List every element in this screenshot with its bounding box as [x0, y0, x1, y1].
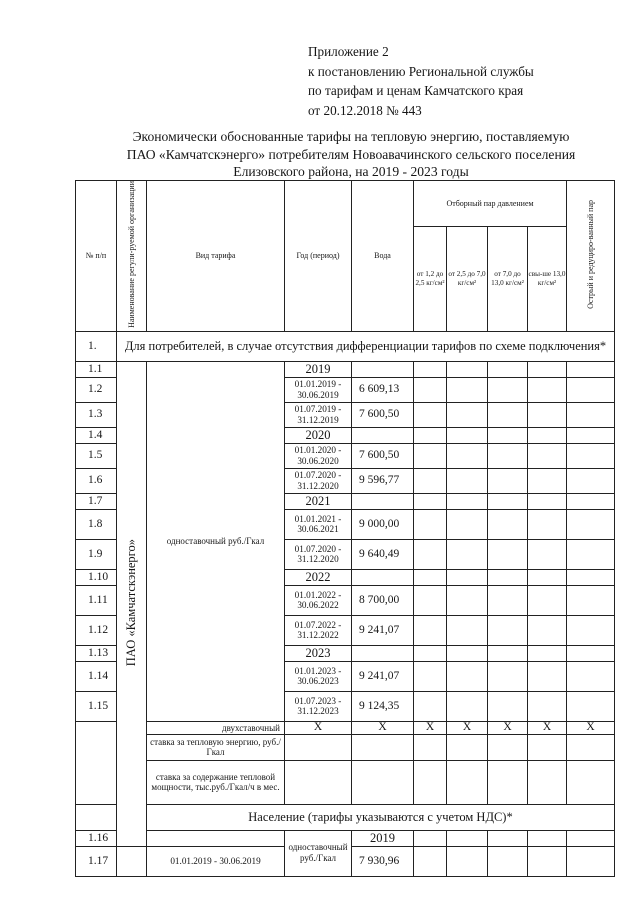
header-steam-3: от 7,0 до 13,0 кг/см² — [488, 226, 528, 331]
row-num: 1.3 — [76, 402, 117, 427]
appendix-line-2: к постановлению Региональной службы — [308, 63, 534, 79]
period-cell: 01.01.2019 - 30.06.2019 — [147, 846, 285, 876]
row-num: 1.16 — [76, 830, 117, 846]
period-cell: 01.01.2020 - 30.06.2020 — [285, 443, 352, 468]
x-mark: X — [285, 721, 352, 734]
table-row — [76, 830, 615, 846]
water-value: 8 700,00 — [352, 585, 414, 615]
title-line-3: Елизовского района, на 2019 - 2023 годы — [233, 164, 469, 179]
year-cell: 2022 — [285, 569, 352, 585]
x-mark: X — [528, 721, 567, 734]
x-mark: X — [488, 721, 528, 734]
water-value: 7 930,96 — [352, 846, 414, 876]
header-org-text: Наименование регули-руемой организации — [127, 181, 136, 328]
header-num: № п/п — [76, 181, 117, 332]
x-mark: X — [447, 721, 488, 734]
header-steam-2: от 2,5 до 7,0 кг/см² — [447, 226, 488, 331]
x-mark: X — [414, 721, 447, 734]
heat-rate-row — [76, 734, 615, 760]
water-value: 9 124,35 — [352, 691, 414, 721]
header-tariff-type: Вид тарифа — [147, 181, 285, 332]
section-2-row — [76, 804, 615, 830]
appendix-line-4: от 20.12.2018 № 443 — [308, 102, 422, 118]
two-rate-row — [76, 721, 615, 734]
row-num: 1.14 — [76, 661, 117, 691]
header-period: Год (период) — [285, 181, 352, 332]
period-cell: 01.01.2019 - 30.06.2019 — [285, 377, 352, 402]
appendix-line-3: по тарифам и ценам Камчатского края — [308, 83, 524, 98]
org-cell — [117, 361, 147, 846]
single-rate-cell-2 — [285, 830, 352, 876]
header-steam-4: свы-ше 13,0 кг/см² — [528, 226, 567, 331]
table-row — [76, 361, 615, 377]
two-rate-label: двухставочный — [147, 721, 285, 734]
year-cell: 2023 — [285, 645, 352, 661]
year-cell: 2021 — [285, 493, 352, 509]
period-cell: 01.01.2022 - 30.06.2022 — [285, 585, 352, 615]
header-org — [117, 181, 147, 332]
water-value: 9 000,00 — [352, 509, 414, 539]
row-num: 1.12 — [76, 615, 117, 645]
header-sharp-steam — [567, 181, 615, 332]
title-line-1: Экономически обоснованные тарифы на тепловую энергию, поставляемую — [132, 129, 570, 144]
water-value: 9 241,07 — [352, 615, 414, 645]
period-cell: 01.07.2020 - 31.12.2020 — [285, 468, 352, 493]
header-steam-group: Отборный пар давлением — [414, 181, 567, 227]
row-num: 1.2 — [76, 377, 117, 402]
row-num: 1.4 — [76, 427, 117, 443]
row-num: 1.13 — [76, 645, 117, 661]
period-cell: 01.01.2023 - 30.06.2023 — [285, 661, 352, 691]
x-mark: X — [567, 721, 615, 734]
year-cell: 2019 — [285, 361, 352, 377]
document-title — [66, 128, 636, 181]
water-value: 7 600,50 — [352, 443, 414, 468]
row-num: 1.9 — [76, 539, 117, 569]
water-value: 7 600,50 — [352, 402, 414, 427]
single-rate-label: одноставочный руб./Гкал — [166, 535, 265, 546]
row-num: 1.10 — [76, 569, 117, 585]
appendix-block — [308, 42, 534, 120]
water-value: 9 241,07 — [352, 661, 414, 691]
period-cell: 01.07.2020 - 31.12.2020 — [285, 539, 352, 569]
header-steam-1: от 1,2 до 2,5 кг/см² — [414, 226, 447, 331]
row-num: 1.8 — [76, 509, 117, 539]
capacity-rate-row — [76, 760, 615, 804]
period-cell: 01.01.2021 - 30.06.2021 — [285, 509, 352, 539]
section-2-label: Население (тарифы указываются с учетом НДС)* — [147, 804, 615, 830]
heat-rate-label: ставка за тепловую энергию, руб./Гкал — [147, 734, 285, 760]
row-num: 1.11 — [76, 585, 117, 615]
section-1-label: Для потребителей, в случае отсутствия дифференциации тарифов по схеме подключения* — [117, 331, 615, 361]
header-sharp-steam-text: Острый и редуциро-ванный пар — [586, 200, 595, 309]
period-cell: 01.07.2019 - 31.12.2019 — [285, 402, 352, 427]
single-rate-cell — [147, 361, 285, 721]
title-line-2: ПАО «Камчатскэнерго» потребителям Новоавачинского сельского поселения — [126, 146, 576, 162]
row-num: 1.17 — [76, 846, 117, 876]
period-cell: 01.07.2022 - 31.12.2022 — [285, 615, 352, 645]
header-water: Вода — [352, 181, 414, 332]
water-value: 9 596,77 — [352, 468, 414, 493]
section-1-num: 1. — [76, 331, 117, 361]
capacity-rate-label: ставка за содержание тепловой мощности, тыс.руб./Гкал/ч в мес. — [147, 760, 285, 804]
single-rate-label: одноставочный руб./Гкал — [288, 842, 348, 864]
row-num: 1.6 — [76, 468, 117, 493]
row-num: 1.7 — [76, 493, 117, 509]
tariff-table — [75, 180, 615, 877]
water-value: 9 640,49 — [352, 539, 414, 569]
org-name: ПАО «Камчатскэнерго» — [124, 538, 138, 666]
x-mark: X — [352, 721, 414, 734]
year-cell: 2020 — [285, 427, 352, 443]
appendix-line-1: Приложение 2 — [308, 44, 389, 59]
period-cell: 01.07.2023 - 31.12.2023 — [285, 691, 352, 721]
year-cell: 2019 — [352, 830, 414, 846]
row-num: 1.5 — [76, 443, 117, 468]
row-num: 1.1 — [76, 361, 117, 377]
water-value: 6 609,13 — [352, 377, 414, 402]
row-num: 1.15 — [76, 691, 117, 721]
